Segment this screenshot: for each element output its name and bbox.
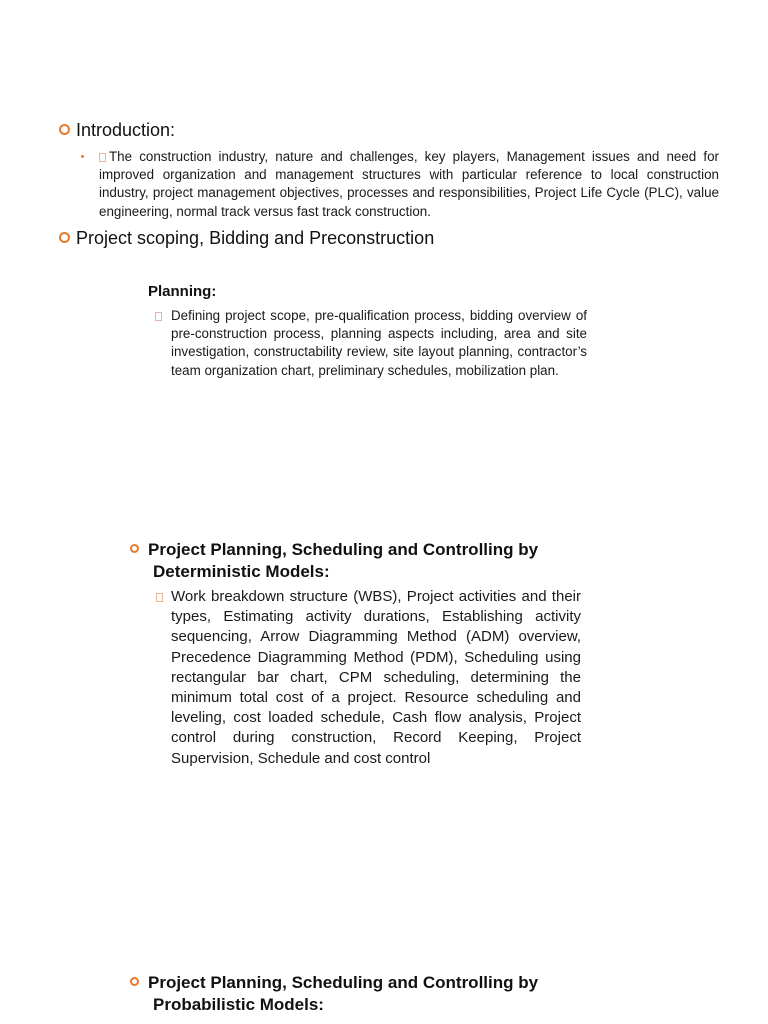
heading-bullet-icon — [59, 232, 70, 243]
missing-glyph-icon — [99, 153, 106, 162]
deterministic-heading-line2: Deterministic Models: — [153, 562, 330, 581]
section-bullet-icon — [130, 977, 139, 986]
missing-glyph-icon — [156, 593, 163, 602]
probabilistic-heading-line1: Project Planning, Scheduling and Controlling by — [148, 973, 539, 992]
introduction-text: The construction industry, nature and challenges, key players, Management issues and need for improved organization and management structures with particular reference to local construction industry, project management objectives, processes and responsibilities, Project Life Cycle (PLC), value engineering, normal track versus fast track construction. — [99, 149, 719, 219]
planning-label: Planning: — [148, 283, 217, 300]
deterministic-heading — [148, 539, 538, 583]
probabilistic-heading-line2: Probabilistic Models: — [153, 995, 324, 1014]
section-bullet-icon — [130, 544, 139, 553]
planning-body: Defining project scope, pre-qualification process, bidding overview of pre-construction process, planning aspects including, area and site investigation, constructability review, site layout planning, contractor’s team organization chart, preliminary schedules, mobilization plan. — [171, 308, 587, 378]
heading-bullet-icon — [59, 124, 70, 135]
introduction-heading: Introduction: — [76, 120, 176, 140]
deterministic-body: Work breakdown structure (WBS), Project activities and their types, Estimating activity durations, Establishing activity sequencing, Arrow Diagramming Method (ADM) overview, Precedence Diagramming Method (PDM), Scheduling using rectangular bar chart, CPM scheduling, determining the minimum total cost of a project. Resource scheduling and leveling, cost loaded schedule, Cash flow analysis, Project control during construction, Record Keeping, Project Supervision, Schedule and cost control — [171, 588, 581, 767]
probabilistic-heading — [148, 972, 538, 1016]
missing-glyph-icon — [155, 312, 162, 321]
sub-bullet-icon — [81, 155, 84, 158]
scoping-heading: Project scoping, Bidding and Preconstruction — [76, 228, 435, 248]
introduction-body — [99, 148, 719, 221]
deterministic-heading-line1: Project Planning, Scheduling and Controlling by — [148, 540, 539, 559]
